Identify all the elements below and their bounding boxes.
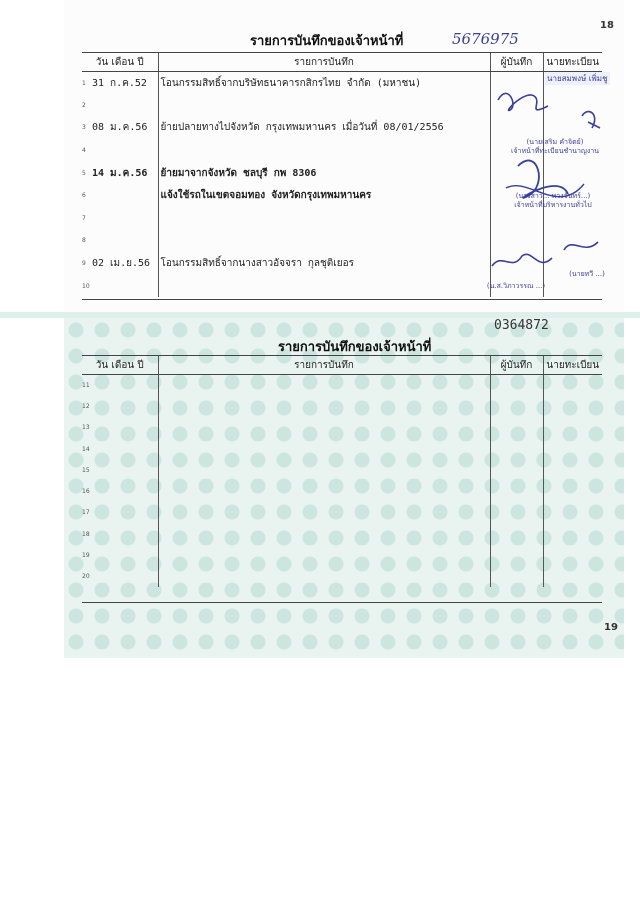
- line-number: 1: [82, 79, 86, 87]
- entry-cell: [158, 375, 490, 396]
- entry-date: 08 ม.ค.56: [92, 122, 148, 134]
- date-cell: [82, 252, 158, 275]
- column-header-date: วัน เดือน ปี: [82, 53, 158, 72]
- recorder-cell: [490, 524, 543, 545]
- table-row: [82, 417, 602, 438]
- entry-cell: [158, 417, 490, 438]
- registrar-cell: [543, 396, 602, 417]
- recorder-cell: [490, 566, 543, 587]
- stamp-1-role: เจ้าหน้าที่ทะเบียนชำนาญงาน: [511, 147, 599, 155]
- entry-cell: [158, 460, 490, 481]
- column-header-registrar: นายทะเบียน: [543, 356, 602, 375]
- date-cell: [82, 207, 158, 230]
- signatures-stamps: [488, 76, 608, 296]
- column-header-entry: รายการบันทึก: [158, 356, 490, 375]
- registrar-cell: [543, 438, 602, 459]
- line-number: 5: [82, 169, 86, 177]
- entry-cell: [158, 545, 490, 566]
- table-row: [82, 502, 602, 523]
- stamp-2-role: เจ้าหน้าที่บริหารงานทั่วไป: [514, 201, 592, 209]
- entry-cell: [158, 184, 490, 207]
- stamp-2-name: (นางสาว... พวงจันทร์...): [515, 192, 591, 200]
- column-header-recorder: ผู้บันทึก: [490, 53, 543, 72]
- entry-cell: [158, 162, 490, 185]
- stamp-1-name: (นายเสริม คำจิตย์): [526, 138, 584, 146]
- line-number: 10: [82, 282, 90, 290]
- registrar-cell: [543, 502, 602, 523]
- date-cell: [82, 375, 158, 396]
- registrar-name: นายสมพงษ์ เพิ่มชู: [547, 74, 608, 83]
- entry-text: โอนกรรมสิทธิ์จากนางสาวอัจจรา กุลชุติเยอร: [160, 258, 354, 270]
- stamp-officer-2: [498, 192, 608, 210]
- entry-cell: [158, 230, 490, 253]
- date-cell: [82, 94, 158, 117]
- date-cell: [82, 396, 158, 417]
- date-cell: [82, 502, 158, 523]
- line-number: 16: [82, 488, 90, 496]
- entry-cell: [158, 502, 490, 523]
- date-cell: [82, 524, 158, 545]
- entry-text: ย้ายมาจากจังหวัด ชลบุรี กพ 8306: [160, 167, 317, 179]
- entry-cell: [158, 117, 490, 140]
- entry-date: 02 เม.ย.56: [92, 258, 151, 270]
- date-cell: [82, 275, 158, 298]
- table-header-bottom: [82, 356, 602, 375]
- date-cell: [82, 417, 158, 438]
- line-number: 12: [82, 402, 90, 410]
- date-cell: [82, 230, 158, 253]
- line-number: 13: [82, 424, 90, 432]
- page-title-top: รายการบันทึกของเจ้าหน้าที่: [250, 34, 404, 49]
- entry-text: โอนกรรมสิทธิ์จากบริษัทธนาคารกสิกรไทย จำกัด (มหาชน): [160, 77, 422, 89]
- registrar-cell: [543, 545, 602, 566]
- recorder-cell: [490, 481, 543, 502]
- stamp-officer-3: (น.ส.วิภาวรรณ ...): [486, 282, 546, 290]
- table-row: [82, 524, 602, 545]
- recorder-cell: [490, 417, 543, 438]
- date-cell: [82, 184, 158, 207]
- entry-cell: [158, 481, 490, 502]
- line-number: 8: [82, 237, 86, 245]
- entry-cell: [158, 438, 490, 459]
- recorder-cell: [490, 375, 543, 396]
- line-number: 4: [82, 147, 86, 155]
- line-number: 11: [82, 381, 90, 389]
- line-number: 7: [82, 214, 86, 222]
- table-row: [82, 460, 602, 481]
- entry-cell: [158, 252, 490, 275]
- date-cell: [82, 481, 158, 502]
- entry-cell: [158, 566, 490, 587]
- column-header-entry: รายการบันทึก: [158, 53, 490, 72]
- line-number: 14: [82, 445, 90, 453]
- line-number: 2: [82, 101, 86, 109]
- line-number: 9: [82, 260, 86, 268]
- entry-cell: [158, 275, 490, 298]
- date-cell: [82, 566, 158, 587]
- entry-text: [159, 213, 161, 224]
- date-cell: [82, 545, 158, 566]
- entry-text: [159, 100, 161, 111]
- page-number-top: 18: [600, 20, 614, 31]
- entry-text: [159, 235, 161, 246]
- table-header-top: [82, 53, 602, 72]
- registrar-cell: [543, 460, 602, 481]
- recorder-cell: [490, 396, 543, 417]
- entry-cell: [158, 207, 490, 230]
- date-cell: [82, 438, 158, 459]
- registrar-cell: [543, 481, 602, 502]
- column-header-recorder: ผู้บันทึก: [490, 356, 543, 375]
- line-number: 18: [82, 530, 90, 538]
- entry-cell: [158, 94, 490, 117]
- registrar-cell: [543, 524, 602, 545]
- recorder-cell: [490, 438, 543, 459]
- stamp-officer-1: [510, 138, 600, 156]
- line-number: 20: [82, 573, 90, 581]
- entry-cell: [158, 139, 490, 162]
- serial-number: 0364872: [494, 318, 549, 333]
- registrar-cell: [543, 566, 602, 587]
- date-cell: [82, 117, 158, 140]
- line-number: 3: [82, 124, 86, 132]
- entry-text: [159, 145, 161, 156]
- date-cell: [82, 72, 158, 95]
- date-cell: [82, 139, 158, 162]
- handwritten-number: 5676975: [452, 30, 519, 48]
- line-number: 6: [82, 192, 86, 200]
- date-cell: [82, 460, 158, 481]
- page-title-bottom: รายการบันทึกของเจ้าหน้าที่: [278, 340, 432, 355]
- column-header-date: วัน เดือน ปี: [82, 356, 158, 375]
- line-number: 15: [82, 466, 90, 474]
- table-bottom-rule-top: [82, 299, 602, 300]
- table-row: [82, 481, 602, 502]
- date-cell: [82, 162, 158, 185]
- table-row: [82, 396, 602, 417]
- recorder-cell: [490, 460, 543, 481]
- entry-cell: [158, 396, 490, 417]
- table-row: [82, 438, 602, 459]
- registrar-cell: [543, 375, 602, 396]
- recorder-cell: [490, 545, 543, 566]
- entry-cell: [158, 524, 490, 545]
- table-row: [82, 545, 602, 566]
- stamp-officer-4: (นายทวี ...): [569, 270, 605, 278]
- entry-text: แจ้งใช้รถในเขตจอมทอง จังหวัดกรุงเทพมหานคร: [160, 190, 372, 202]
- registrar-cell: [543, 417, 602, 438]
- line-number: 19: [82, 552, 90, 560]
- entry-date: 31 ก.ค.52: [92, 77, 147, 89]
- entry-date: 14 ม.ค.56: [92, 167, 148, 179]
- page-number-bottom: 19: [604, 622, 618, 633]
- column-header-registrar: นายทะเบียน: [543, 53, 602, 72]
- table-bottom-rule-bottom: [82, 602, 602, 603]
- recorder-cell: [490, 502, 543, 523]
- entry-text: ย้ายปลายทางไปจังหวัด กรุงเทพมหานคร เมื่อวันที่ 08/01/2556: [160, 122, 444, 134]
- table-row: [82, 566, 602, 587]
- records-table-bottom: [82, 355, 602, 587]
- entry-text: [159, 281, 161, 292]
- table-row: [82, 375, 602, 396]
- entry-cell: [158, 72, 490, 95]
- line-number: 17: [82, 509, 90, 517]
